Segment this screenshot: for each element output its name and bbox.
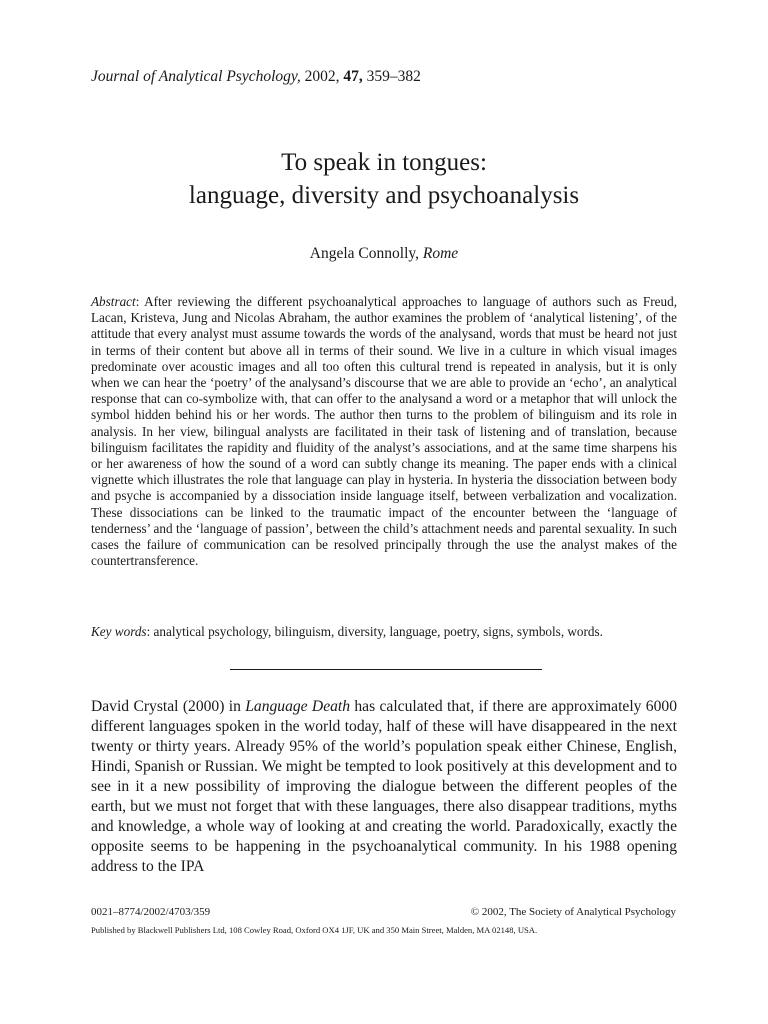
abstract <box>91 294 677 569</box>
title-line-2: language, diversity and psychoanalysis <box>188 182 580 209</box>
publisher-info: Published by Blackwell Publishers Ltd, 108 Cowley Road, Oxford OX4 1JF, UK and 350 Main Street, Malden, MA 02148, USA. <box>91 925 538 935</box>
author-line <box>0 245 768 263</box>
journal-volume: 47, <box>343 68 363 85</box>
body-paragraph <box>91 697 677 877</box>
title-line-1: To speak in tongues: <box>281 149 487 176</box>
article-title <box>0 146 768 212</box>
body-text-part-2: has calculated that, if there are approximately 6000 different languages spoken in the world today, half of these will have disappeared in the next twenty or thirty years. Already 95% of the world’s population speak either Chinese, English, Hindi, Spanish or Russian. We might be tempted to look positively at this development and to see in it a new possibility of improving the dialogue between the different peoples of the earth, but we must not forget that with these languages, there also disappear traditions, myths and knowledge, a whole way of looking at and creating the world. Paradoxically, exactly the opposite seems to be happening in the psychoanalytical community. In his 1988 opening address to the IPA <box>91 698 677 875</box>
keywords <box>91 624 677 640</box>
journal-citation: Journal of Analytical Psychology, 2002, 47, 359–382 <box>91 68 421 85</box>
author-location: Rome <box>422 245 459 262</box>
abstract-text: : After reviewing the different psychoanalytical approaches to language of authors such as Freud, Lacan, Kristeva, Jung and Nicolas Abraham, the author examines the problem of ‘analytical listening’, of the attitude that every analyst must assume towards the words of the analysand, words that must be heard not just in terms of their content but above all in terms of their sound. We live in a culture in which visual images predominate over acoustic images and all too often this cultural trend is repeated in analysis, but it is only when we can hear the ‘poetry’ of the analysand’s discourse that we are able to provide an ‘echo’, an analytical response that can co-symbolize with, that can offer to the analysand a word or a metaphor that will unlock the symbol hidden behind his or her words. The author then turns to the problem of bilinguism and its role in analysis. In her view, bilingual analysts are facilitated in their task of listening and of translation, because bilinguism facilitates the rapidity and fluidity of the analyst’s associations, and at the same time sharpens his or her awareness of how the sound of a word can subtly change its meaning. The paper ends with a clinical vignette which illustrates the role that language can play in hysteria. In hysteria the dissociation between body and psyche is accompanied by a dissociation inside language itself, between verbalization and vocalization. These dissociations can be linked to the traumatic impact of the encounter between the ‘language of tenderness’ and the ‘language of passion’, between the child’s attachment needs and parental sexuality. In such cases the failure of communication can be resolved principally through the use the analyst makes of the countertransference. <box>91 294 677 569</box>
abstract-label: Abstract <box>91 294 136 309</box>
copyright-notice: © 2002, The Society of Analytical Psychology <box>470 906 676 918</box>
body-text-part-1: David Crystal (2000) in <box>91 698 246 715</box>
book-title: Language Death <box>245 698 351 715</box>
issn-code: 0021–8774/2002/4703/359 <box>91 906 211 918</box>
journal-name: Journal of Analytical Psychology <box>91 68 297 85</box>
journal-year: 2002, <box>304 68 340 85</box>
keywords-text: : analytical psychology, bilinguism, diversity, language, poetry, signs, symbols, words. <box>146 624 603 639</box>
journal-pages: 359–382 <box>366 68 421 85</box>
author-name: Angela Connolly, <box>309 245 420 262</box>
section-divider <box>230 669 542 670</box>
keywords-label: Key words <box>91 624 147 639</box>
